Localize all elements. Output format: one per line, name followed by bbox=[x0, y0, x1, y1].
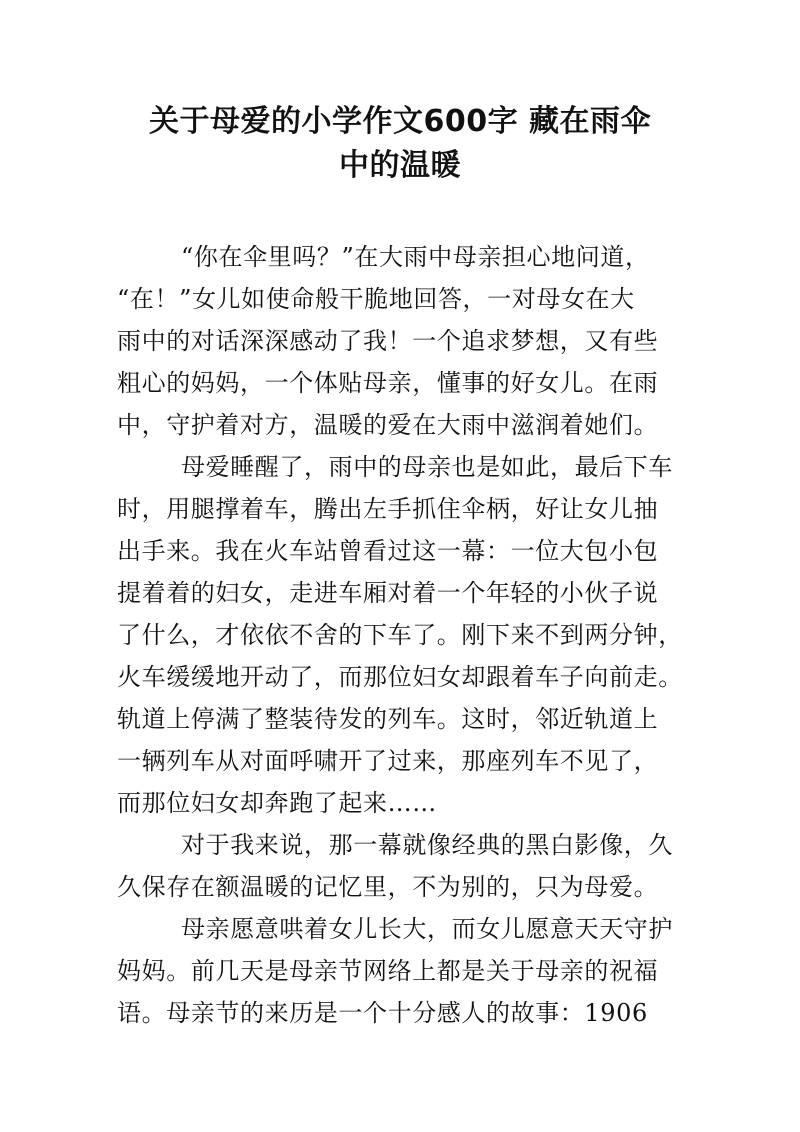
text-line: 提着着的妇女，走进车厢对着一个年轻的小伙子说 bbox=[117, 579, 659, 607]
text-line: 一辆列车从对面呼啸开了过来，那座列车不见了， bbox=[117, 747, 659, 775]
text-line: 雨中的对话深深感动了我！一个追求梦想，又有些 bbox=[117, 327, 659, 355]
text-line: 妈妈。前几天是母亲节网络上都是关于母亲的祝福 bbox=[117, 957, 659, 985]
text-line: 粗心的妈妈，一个体贴母亲，懂事的好女儿。在雨 bbox=[117, 369, 659, 397]
title-line-2: 中的温暖 bbox=[339, 148, 461, 183]
text-line: 时，用腿撑着车，腾出左手抓住伞柄，好让女儿抽 bbox=[117, 495, 659, 523]
document-title bbox=[100, 100, 700, 188]
text-line: 对于我来说，那一幕就像经典的黑白影像，久 bbox=[181, 831, 673, 859]
text-line: 语。母亲节的来历是一个十分感人的故事：1906 bbox=[117, 999, 648, 1027]
text-line: 母亲愿意哄着女儿长大，而女儿愿意天天守护 bbox=[181, 915, 673, 943]
text-line: 了什么，才依依不舍的下车了。刚下来不到两分钟， bbox=[117, 621, 683, 649]
document-body bbox=[117, 236, 687, 1034]
text-line: “在！”女儿如使命般干脆地回答，一对母女在大 bbox=[117, 285, 635, 313]
text-line: 火车缓缓地开动了，而那位妇女却跟着车子向前走。 bbox=[117, 663, 683, 691]
text-line: 而那位妇女却奔跑了起来…… bbox=[117, 789, 437, 817]
text-line: 中，守护着对方，温暖的爱在大雨中滋润着她们。 bbox=[117, 411, 659, 439]
text-line: 出手来。我在火车站曾看过这一幕：一位大包小包 bbox=[117, 537, 659, 565]
text-line: 久保存在额温暖的记忆里，不为别的，只为母爱。 bbox=[117, 873, 659, 901]
text-line: 母爱睡醒了，雨中的母亲也是如此，最后下车 bbox=[181, 453, 673, 481]
text-line: “你在伞里吗？”在大雨中母亲担心地问道， bbox=[181, 243, 650, 271]
text-line: 轨道上停满了整装待发的列车。这时，邻近轨道上 bbox=[117, 705, 659, 733]
title-line-1: 关于母爱的小学作文600字 藏在雨伞 bbox=[148, 104, 652, 139]
